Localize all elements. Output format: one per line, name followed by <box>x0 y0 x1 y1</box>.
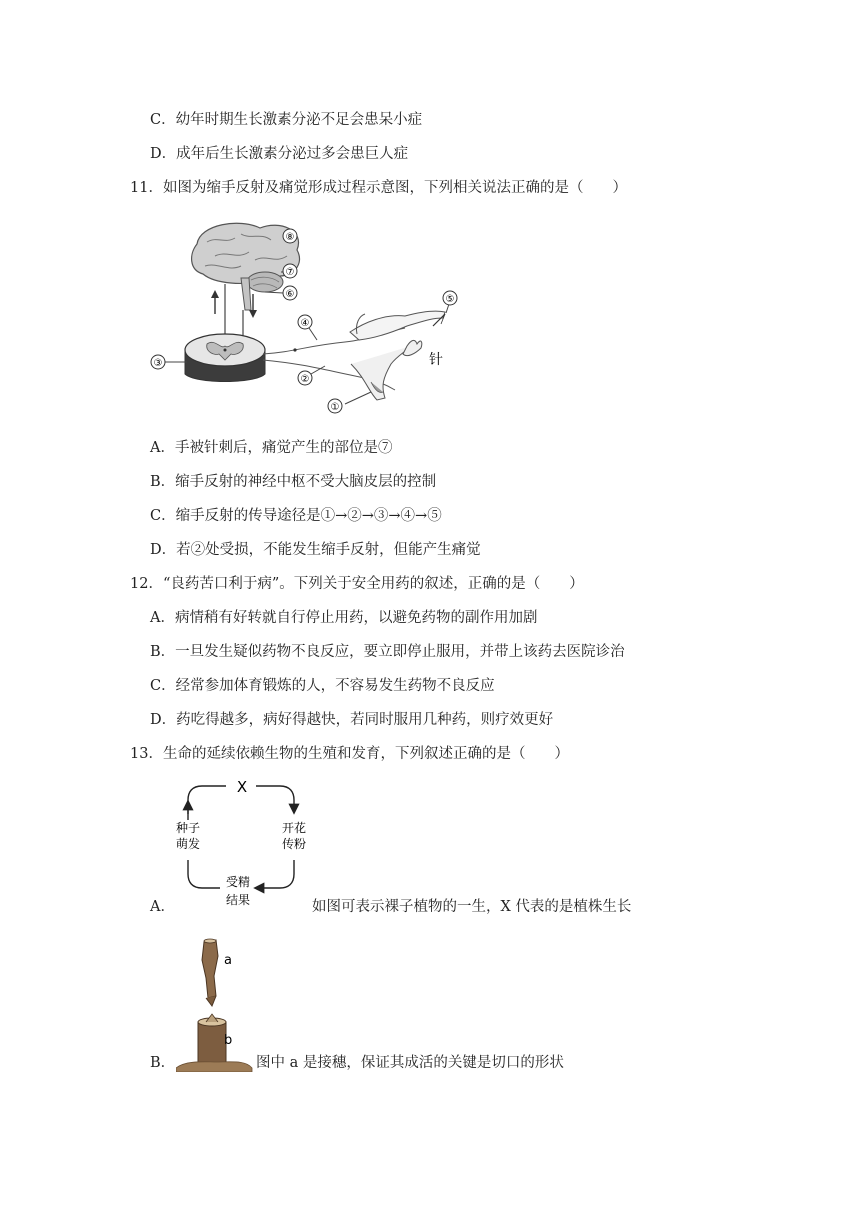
label-5: ⑤ <box>445 294 455 305</box>
label-7: ⑦ <box>285 267 295 278</box>
label-1: ① <box>330 402 340 413</box>
q12-stem: 12．“良药苦口利于病”。下列关于安全用药的叙述，正确的是（ ） <box>130 576 584 592</box>
reflex-arc-figure <box>145 214 475 424</box>
q13-stem: 13．生命的延续依赖生物的生殖和发育，下列叙述正确的是（ ） <box>130 746 569 762</box>
q11-option-c: C．缩手反射的传导途径是①→②→③→④→⑤ <box>150 508 442 524</box>
q13-option-a-letter: A． <box>150 899 175 915</box>
q11-option-a: A．手被针刺后，痛觉产生的部位是⑦ <box>150 440 393 456</box>
q11-stem: 11．如图为缩手反射及痛觉形成过程示意图，下列相关说法正确的是（ ） <box>130 180 627 196</box>
q11-option-d: D．若②处受损，不能发生缩手反射，但能产生痛觉 <box>150 542 481 558</box>
cycle-right-line1: 开花 <box>281 821 307 835</box>
label-2: ② <box>300 374 310 385</box>
q10-option-c: C．幼年时期生长激素分泌不足会患呆小症 <box>150 112 423 128</box>
q11-option-b: B．缩手反射的神经中枢不受大脑皮层的控制 <box>150 474 437 490</box>
q10-option-d: D．成年后生长激素分泌过多会患巨人症 <box>150 146 409 162</box>
q13-option-b-text: 图中 a 是接穗，保证其成活的关键是切口的形状 <box>256 1055 564 1071</box>
cycle-top-x: X <box>236 778 248 796</box>
plant-life-cycle-diagram <box>170 774 310 914</box>
graft-label-b: b <box>224 1033 233 1048</box>
label-4: ④ <box>300 318 310 329</box>
cycle-bottom-line1: 受精 <box>225 875 251 889</box>
label-6: ⑥ <box>285 289 295 300</box>
cycle-left-line1: 种子 <box>175 821 201 835</box>
q12-option-b: B．一旦发生疑似药物不良反应，要立即停止服用，并带上该药去医院诊治 <box>150 644 625 660</box>
q13-option-b-letter: B． <box>150 1055 176 1071</box>
spinal-cord-illustration <box>185 334 265 382</box>
cycle-bottom-line2: 结果 <box>225 893 251 907</box>
cycle-left-line2: 萌发 <box>175 837 201 851</box>
label-8: ⑧ <box>285 232 295 243</box>
label-3: ③ <box>153 358 163 369</box>
graft-label-a: a <box>224 953 232 968</box>
grafting-figure <box>176 936 256 1072</box>
needle-label: 针 <box>429 352 443 368</box>
q12-option-c: C．经常参加体育锻炼的人，不容易发生药物不良反应 <box>150 678 495 694</box>
q13-option-a-text: 如图可表示裸子植物的一生，X 代表的是植株生长 <box>312 899 632 915</box>
q12-option-a: A．病情稍有好转就自行停止用药，以避免药物的副作用加剧 <box>150 610 538 626</box>
q12-option-d: D．药吃得越多，病好得越快，若同时服用几种药，则疗效更好 <box>150 712 554 728</box>
cycle-right-line2: 传粉 <box>281 837 307 851</box>
